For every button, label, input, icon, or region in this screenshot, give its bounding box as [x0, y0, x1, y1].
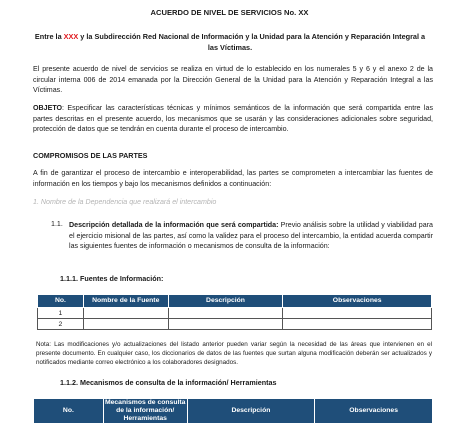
- sources-header-observations: Observaciones: [283, 295, 432, 308]
- document-subtitle: [30, 32, 430, 53]
- sources-table: [37, 294, 432, 330]
- table-row: [38, 308, 432, 319]
- section-1-1-1-heading: 1.1.1. Fuentes de Información:: [60, 274, 164, 283]
- table-row: [38, 319, 432, 330]
- mechanisms-header-tools: Mecanismos de consulta de la información/ Herramientas: [104, 399, 186, 422]
- section-1-item: 1. Nombre de la Dependencia que realizará el intercambio: [33, 198, 217, 206]
- section-1-1-number: 1.1.: [51, 220, 63, 228]
- intro-paragraph: El presente acuerdo de nivel de servicios se realiza en virtud de lo establecido en los numerales 5 y 6 y el anexo 2 de la circular interna 006 de 2014 emanada por la Dirección General de la Unidad para la Atención y Reparación Integral a las Víctimas.: [33, 65, 433, 94]
- objective-label: OBJETO: [33, 104, 63, 112]
- mechanisms-header-no: No.: [34, 399, 104, 424]
- table-cell: [83, 319, 168, 330]
- document-title: ACUERDO DE NIVEL DE SERVICIOS No. XX: [150, 8, 309, 17]
- mechanisms-header-observations: Observaciones: [315, 399, 433, 424]
- mechanisms-table: [33, 398, 433, 424]
- sources-header-description: Descripción: [168, 295, 283, 308]
- commitments-paragraph: A fin de garantizar el proceso de intercambio e interoperabilidad, las partes se comprometen a intercambiar las fuentes de información en los tiempos y bajo los mecanismos definidos a continuación:: [33, 169, 433, 188]
- section-1-1-paragraph: [69, 220, 433, 252]
- section-1-1-label: Descripción detallada de la información que será compartida:: [69, 221, 279, 229]
- objective-text: : Especificar las características técnicas y mínimos semánticos de la información que será compartida entre las partes descritas en el presente acuerdo, los mecanismos que se usarán y las consideraciones adicionales sobre seguridad, protección de datos que se tendrán en cuenta durante el proceso de intercambio.: [33, 104, 433, 133]
- objective-paragraph: [33, 103, 433, 135]
- sources-table-header: [38, 295, 432, 308]
- mechanisms-header-description: Descripción: [187, 399, 315, 424]
- table-cell: [283, 308, 432, 319]
- section-1-1-text: Previo análisis sobre la utilidad y viabilidad para el ejercicio misional de las partes, así como la validez para el proceso del intercambio, la entidad acuerda compartir las siguientes fuentes de información o mecanismos de consulta de la información:: [69, 221, 433, 250]
- commitments-heading: COMPROMISOS DE LAS PARTES: [33, 151, 148, 160]
- sources-header-no: No.: [38, 295, 84, 308]
- row-number: 1: [38, 308, 84, 319]
- section-1-1-2-heading: 1.1.2. Mecanismos de consulta de la información/ Herramientas: [60, 378, 277, 387]
- note-paragraph: Nota: Las modificaciones y/o actualizaciones del listado anterior pueden variar según la necesidad de las áreas que intervienen en el presente documento. En cualquier caso, los diccionarios de datos de las fuentes que surtan alguna modificación deberán ser actualizados y notificados mediante correo electrónico a los colaboradores designados.: [36, 341, 432, 366]
- table-cell: [283, 319, 432, 330]
- sources-header-name: Nombre de la Fuente: [83, 295, 168, 308]
- row-number: 2: [38, 319, 84, 330]
- table-cell: [168, 308, 283, 319]
- subtitle-after: y la Subdirección Red Nacional de Información y la Unidad para la Atención y Reparación Integral a las Víctimas.: [78, 32, 426, 52]
- table-cell: [83, 308, 168, 319]
- table-cell: [168, 319, 283, 330]
- subtitle-before: Entre la: [34, 32, 64, 41]
- subtitle-highlight: XXX: [63, 32, 79, 41]
